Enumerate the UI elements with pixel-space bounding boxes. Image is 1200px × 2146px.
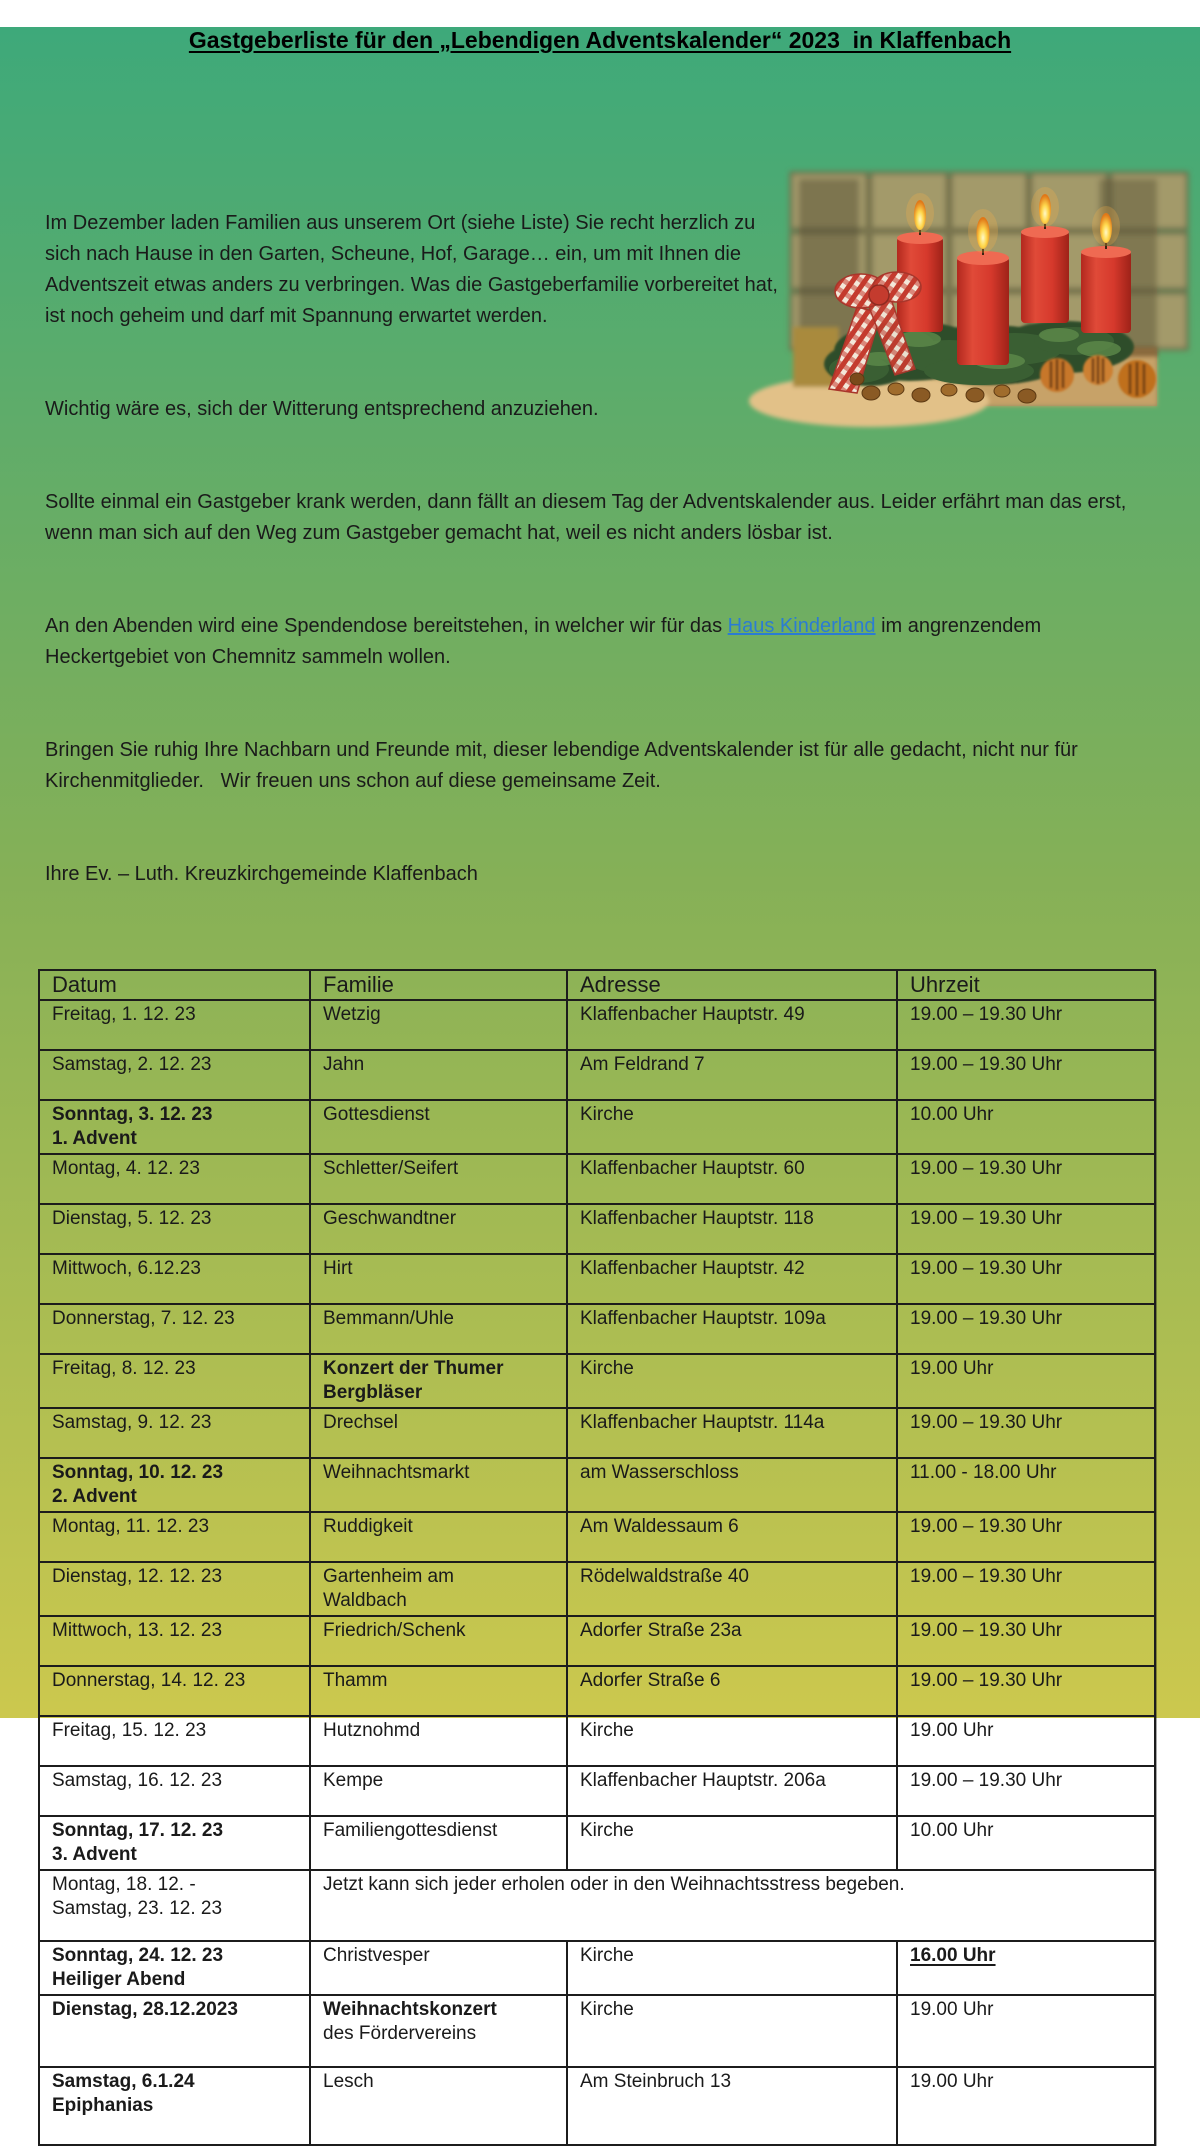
cell-datum: Samstag, 16. 12. 23	[39, 1766, 310, 1816]
table-row	[39, 1512, 1155, 1562]
cell-adresse: Adorfer Straße 6	[567, 1666, 897, 1716]
cell-datum: Dienstag, 5. 12. 23	[39, 1204, 310, 1254]
cell-familie: Hutznohmd	[310, 1716, 567, 1766]
cell-adresse: Klaffenbacher Hauptstr. 114a	[567, 1408, 897, 1458]
advent-wreath-photo	[799, 117, 1157, 344]
table-row	[39, 1050, 1155, 1100]
cell-familie: Weihnachtsmarkt	[310, 1458, 567, 1512]
table-row	[39, 1100, 1155, 1154]
cell-familie: Familiengottesdienst	[310, 1816, 567, 1870]
column-header-familie: Familie	[310, 970, 567, 1000]
intro-paragraph-4	[45, 611, 1157, 673]
table-row	[39, 1766, 1155, 1816]
cell-familie: Weihnachtskonzert des Fördervereins	[310, 1995, 567, 2067]
cell-adresse: Klaffenbacher Hauptstr. 60	[567, 1154, 897, 1204]
cell-datum: Donnerstag, 7. 12. 23	[39, 1304, 310, 1354]
schedule-table-body	[39, 1000, 1155, 2145]
cell-datum: Dienstag, 28.12.2023	[39, 1995, 310, 2067]
table-row	[39, 1354, 1155, 1408]
cell-datum: Sonntag, 3. 12. 23 1. Advent	[39, 1100, 310, 1154]
cell-familie: Geschwandtner	[310, 1204, 567, 1254]
cell-familie: Thamm	[310, 1666, 567, 1716]
cell-adresse: Am Feldrand 7	[567, 1050, 897, 1100]
cell-uhrzeit: 19.00 Uhr	[897, 2067, 1155, 2145]
cell-adresse: Kirche	[567, 1941, 897, 1995]
table-row	[39, 1716, 1155, 1766]
column-header-datum: Datum	[39, 970, 310, 1000]
table-row	[39, 1254, 1155, 1304]
cell-familie: Hirt	[310, 1254, 567, 1304]
column-header-uhrzeit: Uhrzeit	[897, 970, 1155, 1000]
table-row	[39, 1666, 1155, 1716]
cell-uhrzeit: 16.00 Uhr	[897, 1941, 1155, 1995]
cell-datum: Montag, 11. 12. 23	[39, 1512, 310, 1562]
cell-adresse: Am Steinbruch 13	[567, 2067, 897, 2145]
cell-familie: Christvesper	[310, 1941, 567, 1995]
cell-adresse: Kirche	[567, 1995, 897, 2067]
intro-paragraph-5: Bringen Sie ruhig Ihre Nachbarn und Freunde mit, dieser lebendige Adventskalender ist für alle gedacht, nicht nur für Kirchenmitglieder. Wir freuen uns schon auf diese gemeinsame Zeit.	[45, 739, 1084, 792]
cell-datum: Montag, 4. 12. 23	[39, 1154, 310, 1204]
cell-uhrzeit: 19.00 Uhr	[897, 1716, 1155, 1766]
table-row	[39, 1562, 1155, 1616]
intro-section	[45, 84, 1157, 952]
cell-familie: Lesch	[310, 2067, 567, 2145]
table-row	[39, 1870, 1155, 1941]
cell-adresse: Rödelwaldstraße 40	[567, 1562, 897, 1616]
advent-schedule-table	[38, 969, 1156, 2146]
cell-familie: Jahn	[310, 1050, 567, 1100]
cell-datum: Sonntag, 10. 12. 23 2. Advent	[39, 1458, 310, 1512]
cell-uhrzeit: 10.00 Uhr	[897, 1100, 1155, 1154]
cell-uhrzeit: 19.00 Uhr	[897, 1354, 1155, 1408]
intro-paragraph-2: Wichtig wäre es, sich der Witterung entsprechend anzuziehen.	[45, 398, 599, 420]
table-header-row	[39, 970, 1155, 1000]
cell-adresse: Adorfer Straße 23a	[567, 1616, 897, 1666]
cell-uhrzeit: 19.00 – 19.30 Uhr	[897, 1204, 1155, 1254]
table-row	[39, 1408, 1155, 1458]
cell-uhrzeit: 19.00 – 19.30 Uhr	[897, 1154, 1155, 1204]
cell-uhrzeit: 19.00 – 19.30 Uhr	[897, 1512, 1155, 1562]
cell-adresse: Kirche	[567, 1100, 897, 1154]
cell-adresse: Klaffenbacher Hauptstr. 49	[567, 1000, 897, 1050]
cell-uhrzeit: 19.00 – 19.30 Uhr	[897, 1616, 1155, 1666]
cell-datum: Sonntag, 24. 12. 23 Heiliger Abend	[39, 1941, 310, 1995]
table-row	[39, 1204, 1155, 1254]
document-page	[0, 27, 1200, 2116]
cell-datum: Samstag, 9. 12. 23	[39, 1408, 310, 1458]
cell-adresse: am Wasserschloss	[567, 1458, 897, 1512]
table-row	[39, 2067, 1155, 2145]
table-row	[39, 1000, 1155, 1050]
table-row	[39, 1458, 1155, 1512]
cell-adresse: Klaffenbacher Hauptstr. 118	[567, 1204, 897, 1254]
cell-datum: Freitag, 1. 12. 23	[39, 1000, 310, 1050]
cell-datum: Freitag, 15. 12. 23	[39, 1716, 310, 1766]
cell-adresse: Kirche	[567, 1354, 897, 1408]
table-row	[39, 1816, 1155, 1870]
cell-adresse: Klaffenbacher Hauptstr. 42	[567, 1254, 897, 1304]
cell-uhrzeit: 19.00 – 19.30 Uhr	[897, 1254, 1155, 1304]
cell-datum: Mittwoch, 13. 12. 23	[39, 1616, 310, 1666]
cell-datum: Samstag, 6.1.24 Epiphanias	[39, 2067, 310, 2145]
cell-datum: Freitag, 8. 12. 23	[39, 1354, 310, 1408]
cell-uhrzeit: 19.00 – 19.30 Uhr	[897, 1050, 1155, 1100]
cell-familie: Wetzig	[310, 1000, 567, 1050]
cell-familie: Schletter/Seifert	[310, 1154, 567, 1204]
cell-familie: Konzert der Thumer Bergbläser	[310, 1354, 567, 1408]
cell-datum: Mittwoch, 6.12.23	[39, 1254, 310, 1304]
cell-familie: Gartenheim am Waldbach	[310, 1562, 567, 1616]
cell-datum: Donnerstag, 14. 12. 23	[39, 1666, 310, 1716]
cell-datum: Samstag, 2. 12. 23	[39, 1050, 310, 1100]
cell-uhrzeit: 19.00 – 19.30 Uhr	[897, 1766, 1155, 1816]
cell-adresse: Am Waldessaum 6	[567, 1512, 897, 1562]
table-row	[39, 1941, 1155, 1995]
cell-uhrzeit: 10.00 Uhr	[897, 1816, 1155, 1870]
cell-familie: Kempe	[310, 1766, 567, 1816]
cell-adresse: Klaffenbacher Hauptstr. 109a	[567, 1304, 897, 1354]
table-row	[39, 1995, 1155, 2067]
cell-uhrzeit: 11.00 - 18.00 Uhr	[897, 1458, 1155, 1512]
table-row	[39, 1616, 1155, 1666]
cell-adresse: Kirche	[567, 1716, 897, 1766]
cell-uhrzeit: 19.00 – 19.30 Uhr	[897, 1666, 1155, 1716]
cell-uhrzeit: 19.00 Uhr	[897, 1995, 1155, 2067]
cell-familie: Bemmann/Uhle	[310, 1304, 567, 1354]
cell-familie: Gottesdienst	[310, 1100, 567, 1154]
cell-datum: Montag, 18. 12. - Samstag, 23. 12. 23	[39, 1870, 310, 1941]
intro-paragraph-4-before-link: An den Abenden wird eine Spendendose bereitstehen, in welcher wir für das	[45, 615, 728, 637]
cell-uhrzeit: 19.00 – 19.30 Uhr	[897, 1000, 1155, 1050]
intro-signature: Ihre Ev. – Luth. Kreuzkirchgemeinde Klaffenbach	[45, 863, 478, 885]
cell-familie: Ruddigkeit	[310, 1512, 567, 1562]
cell-datum: Sonntag, 17. 12. 23 3. Advent	[39, 1816, 310, 1870]
column-header-adresse: Adresse	[567, 970, 897, 1000]
cell-adresse: Kirche	[567, 1816, 897, 1870]
table-row	[39, 1304, 1155, 1354]
intro-paragraph-1: Im Dezember laden Familien aus unserem Ort (siehe Liste) Sie recht herzlich zu sich nach Hause in den Garten, Scheune, Hof, Garage… ein, um mit Ihnen die Adventszeit etwas anders zu verbringen. Was die Gastgeberfamilie vorbereitet hat, ist noch geheim und darf mit Spannung erwartet werden.	[45, 212, 784, 327]
page-title: Gastgeberliste für den „Lebendigen Adventskalender“ 2023 in Klaffenbach	[188, 27, 1012, 53]
intro-paragraph-4-after-link: im angrenzendem Heckertgebiet von Chemnitz sammeln wollen.	[45, 615, 1047, 668]
table-row	[39, 1154, 1155, 1204]
cell-uhrzeit: 19.00 – 19.30 Uhr	[897, 1408, 1155, 1458]
cell-merged-note: Jetzt kann sich jeder erholen oder in den Weihnachtsstress begeben.	[310, 1870, 1155, 1941]
cell-familie: Friedrich/Schenk	[310, 1616, 567, 1666]
haus-kinderland-link[interactable]: Haus Kinderland	[727, 615, 876, 637]
cell-uhrzeit: 19.00 – 19.30 Uhr	[897, 1304, 1155, 1354]
cell-familie: Drechsel	[310, 1408, 567, 1458]
intro-paragraph-3: Sollte einmal ein Gastgeber krank werden, dann fällt an diesem Tag der Adventskalender aus. Leider erfährt man das erst, wenn man sich auf den Weg zum Gastgeber gemacht hat, weil es nicht anders lösbar ist.	[45, 491, 1132, 544]
cell-uhrzeit: 19.00 – 19.30 Uhr	[897, 1562, 1155, 1616]
cell-adresse: Klaffenbacher Hauptstr. 206a	[567, 1766, 897, 1816]
cell-datum: Dienstag, 12. 12. 23	[39, 1562, 310, 1616]
